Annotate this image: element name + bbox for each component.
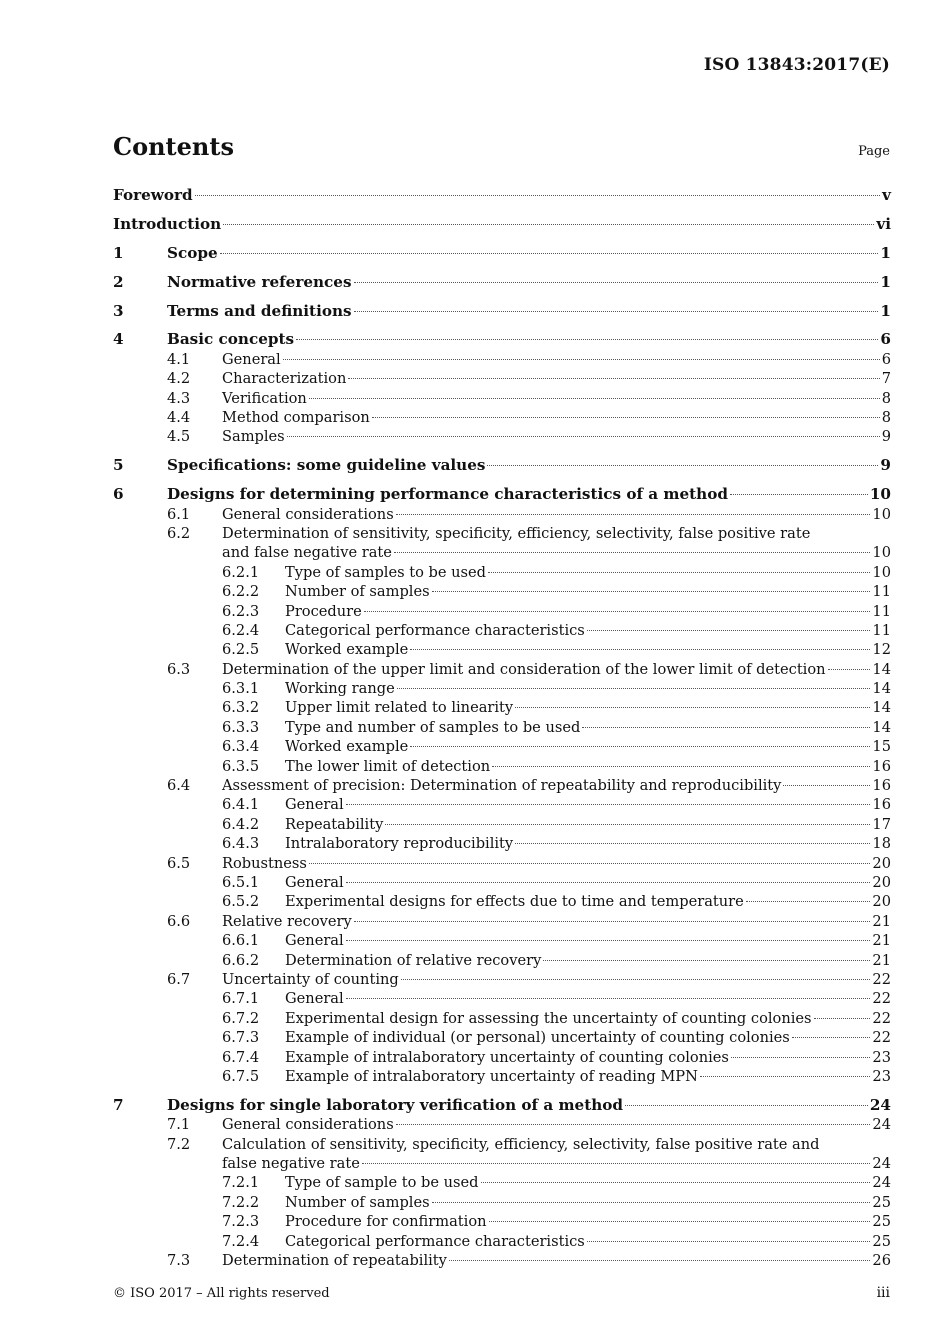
toc-entry[interactable]	[113, 602, 891, 621]
toc-entry-number: 7.2.1	[222, 1174, 260, 1192]
toc-entry-number: 4.3	[167, 389, 191, 407]
toc-entry[interactable]	[113, 389, 891, 408]
toc-entry-number: 6.3.4	[222, 738, 260, 756]
toc-entry-title: Relative recovery	[222, 912, 352, 930]
toc-entry[interactable]	[113, 679, 891, 698]
leader-dots	[348, 378, 879, 379]
toc-entry-title: Verification	[222, 389, 307, 407]
toc-entry-page: 20	[872, 893, 891, 911]
toc-entry-title: Specifications: some guideline values	[167, 456, 486, 475]
toc-entry-page: 18	[872, 835, 891, 853]
leader-dots	[487, 465, 878, 466]
toc-entry-number: 6.7.5	[222, 1067, 260, 1085]
leader-dots	[481, 1182, 871, 1183]
toc-entry-title: Experimental designs for effects due to time and temperature	[285, 893, 744, 911]
toc-entry-number: 6.7.3	[222, 1029, 260, 1047]
toc-entry-title: Upper limit related to linearity	[285, 699, 514, 717]
toc-entry-title: Introduction	[113, 214, 222, 233]
toc-entry-continuation[interactable]	[113, 1154, 891, 1173]
toc-entry[interactable]	[113, 621, 891, 640]
leader-dots	[195, 195, 881, 196]
toc-entry-page: 22	[872, 990, 891, 1008]
toc-entry[interactable]	[113, 330, 891, 349]
toc-entry-title: General	[222, 350, 281, 368]
toc-entry-title: Determination of the upper limit and consideration of the lower limit of detection	[222, 660, 826, 678]
toc-entry-number: 1	[113, 243, 124, 262]
toc-entry-page: 6	[881, 350, 891, 368]
leader-dots	[354, 311, 879, 312]
toc-entry-number: 4.4	[167, 409, 191, 427]
toc-entry[interactable]	[113, 757, 891, 776]
leader-dots	[543, 960, 870, 961]
toc-entry-number: 6.6.1	[222, 932, 260, 950]
toc-entry-page: 20	[872, 854, 891, 872]
toc-entry-title-continued: and false negative rate	[222, 544, 392, 562]
toc-entry[interactable]	[113, 1232, 891, 1251]
toc-entry-number: 6	[113, 485, 124, 504]
toc-entry-page: 6	[880, 330, 891, 349]
leader-dots	[449, 1260, 871, 1261]
leader-dots	[385, 824, 870, 825]
toc-entry-title: Example of intralaboratory uncertainty of counting colonies	[285, 1048, 729, 1066]
toc-entry-title: Determination of relative recovery	[285, 951, 542, 969]
toc-entry[interactable]	[113, 892, 891, 911]
toc-entry[interactable]	[113, 776, 891, 795]
toc-entry-page: 17	[872, 815, 891, 833]
toc-entry-page: 12	[872, 641, 891, 659]
toc-entry[interactable]	[113, 427, 891, 446]
toc-entry[interactable]	[113, 834, 891, 853]
toc-entry-title: Type of sample to be used	[285, 1174, 479, 1192]
toc-entry-page: 21	[872, 951, 891, 969]
toc-entry[interactable]	[113, 1193, 891, 1212]
toc-entry-page: 23	[872, 1048, 891, 1066]
leader-dots	[346, 882, 871, 883]
leader-dots	[792, 1037, 871, 1038]
toc-entry[interactable]	[113, 582, 891, 601]
toc-entry[interactable]	[113, 485, 891, 504]
toc-entry-title: General	[285, 874, 344, 891]
page-title: Contents	[113, 132, 234, 161]
toc-entry-page: 14	[872, 680, 891, 698]
toc-entry-page: 24	[872, 1154, 891, 1172]
table-of-contents	[113, 186, 891, 1270]
toc-entry-number: 6.3.5	[222, 757, 260, 775]
toc-entry[interactable]	[113, 970, 891, 989]
leader-dots	[700, 1076, 871, 1077]
toc-entry[interactable]	[113, 951, 891, 970]
leader-dots	[488, 572, 870, 573]
toc-entry-title: Calculation of sensitivity, specificity, efficiency, selectivity, false positive rate and	[222, 1135, 820, 1153]
toc-entry[interactable]	[113, 1115, 891, 1134]
leader-dots	[492, 766, 870, 767]
leader-dots	[220, 253, 879, 254]
toc-entry-page: 24	[872, 1116, 891, 1134]
toc-entry-title: Designs for single laboratory verification of a method	[167, 1095, 624, 1114]
toc-entry-number: 7.2	[167, 1135, 191, 1153]
leader-dots	[746, 901, 871, 902]
toc-entry-title: Categorical performance characteristics	[285, 621, 585, 639]
toc-entry[interactable]	[113, 1251, 891, 1270]
toc-entry-page: 14	[872, 718, 891, 736]
toc-entry-number: 6.1	[167, 505, 191, 523]
toc-entry[interactable]	[113, 244, 891, 263]
toc-entry-number: 6.4	[167, 777, 191, 795]
toc-entry-title: Uncertainty of counting	[222, 970, 399, 988]
toc-entry-title: Assessment of precision: Determination of repeatability and reproducibility	[222, 777, 782, 795]
toc-entry[interactable]	[113, 873, 891, 892]
toc-entry[interactable]	[113, 854, 891, 873]
leader-dots	[515, 707, 870, 708]
toc-entry-number: 6.3.2	[222, 699, 260, 717]
toc-entry-page: 10	[869, 485, 891, 504]
toc-entry-page: 10	[872, 563, 891, 581]
leader-dots	[372, 417, 880, 418]
toc-entry[interactable]	[113, 737, 891, 756]
toc-entry-number: 6.4.2	[222, 815, 260, 833]
leader-dots	[362, 1163, 871, 1164]
toc-entry[interactable]	[113, 273, 891, 292]
toc-entry-page: v	[882, 186, 891, 204]
toc-entry-title: Example of intralaboratory uncertainty of reading MPN	[285, 1067, 698, 1085]
toc-entry-page: 16	[872, 796, 891, 814]
toc-entry-page: 16	[872, 777, 891, 795]
toc-entry[interactable]	[113, 989, 891, 1008]
toc-entry-number: 6.5	[167, 854, 191, 872]
toc-entry-title: Type of samples to be used	[285, 563, 486, 581]
page-column-label: Page	[858, 144, 890, 159]
leader-dots	[396, 514, 871, 515]
toc-entry[interactable]	[113, 1135, 891, 1154]
toc-entry-title: Basic concepts	[167, 330, 295, 349]
toc-entry-title: Intralaboratory reproducibility	[285, 835, 514, 853]
leader-dots	[828, 669, 871, 670]
leader-dots	[346, 940, 871, 941]
leader-dots	[223, 224, 874, 225]
toc-entry-number: 6.2.1	[222, 563, 260, 581]
toc-entry-title: General	[285, 932, 344, 950]
leader-dots	[432, 591, 871, 592]
toc-entry-page: 9	[880, 456, 891, 475]
toc-entry[interactable]	[113, 1096, 891, 1115]
toc-entry-title: Characterization	[222, 370, 347, 388]
toc-entry[interactable]	[113, 456, 891, 475]
toc-entry-title: Experimental design for assessing the uncertainty of counting colonies	[285, 1009, 812, 1027]
toc-entry-number: 3	[113, 301, 124, 320]
toc-entry-page: 16	[872, 757, 891, 775]
toc-entry-continuation[interactable]	[113, 543, 891, 562]
toc-entry-number: 7	[113, 1095, 124, 1114]
toc-entry[interactable]	[113, 524, 891, 543]
toc-entry-number: 7.2.3	[222, 1213, 260, 1231]
leader-dots	[364, 611, 871, 612]
toc-entry-title: Number of samples	[285, 1193, 430, 1211]
toc-entry-number: 6.2.5	[222, 641, 260, 659]
toc-entry-page: 8	[881, 389, 891, 407]
leader-dots	[432, 1202, 871, 1203]
toc-entry-page: 24	[869, 1095, 891, 1114]
toc-entry-number: 6.4.3	[222, 835, 260, 853]
leader-dots	[296, 339, 878, 340]
toc-entry-page: 21	[872, 932, 891, 950]
toc-entry-page: 8	[881, 409, 891, 427]
leader-dots	[309, 863, 871, 864]
leader-dots	[283, 359, 880, 360]
toc-entry-number: 6.7.2	[222, 1009, 260, 1027]
toc-entry-title: The lower limit of detection	[285, 757, 491, 775]
leader-dots	[346, 998, 871, 999]
toc-entry-number: 5	[113, 456, 124, 475]
toc-entry-page: 25	[872, 1232, 891, 1250]
toc-entry-number: 6.5.1	[222, 874, 260, 891]
toc-entry[interactable]	[113, 718, 891, 737]
toc-entry-page: 1	[880, 272, 891, 291]
toc-entry-number: 6.5.2	[222, 893, 260, 911]
toc-entry-number: 6.2.3	[222, 602, 260, 620]
leader-dots	[587, 630, 871, 631]
toc-entry-title: Type and number of samples to be used	[285, 718, 581, 736]
toc-entry-page: 11	[872, 602, 891, 620]
toc-entry-title: Foreword	[113, 186, 193, 204]
leader-dots	[814, 1018, 871, 1019]
toc-entry-title: Terms and definitions	[167, 301, 352, 320]
toc-entry-title: Worked example	[285, 738, 409, 756]
leader-dots	[346, 804, 871, 805]
toc-entry[interactable]	[113, 302, 891, 321]
footer-page-number: iii	[876, 1285, 890, 1301]
leader-dots	[354, 921, 871, 922]
toc-entry-number: 6.3.1	[222, 680, 260, 698]
toc-entry-title: Normative references	[167, 272, 352, 291]
leader-dots	[731, 1057, 871, 1058]
toc-entry-title: Designs for determining performance characteristics of a method	[167, 485, 728, 504]
toc-entry-title: General	[285, 796, 344, 814]
toc-entry-page: 25	[872, 1193, 891, 1211]
toc-entry-title-continued: false negative rate	[222, 1154, 360, 1172]
leader-dots	[587, 1241, 871, 1242]
toc-entry-page: 9	[881, 428, 891, 446]
toc-entry-page: 14	[872, 660, 891, 678]
toc-entry-number: 6.3	[167, 660, 191, 678]
toc-entry-title: General considerations	[222, 1116, 394, 1134]
toc-entry-number: 6.6.2	[222, 951, 260, 969]
leader-dots	[397, 688, 871, 689]
toc-entry-number: 6.7.1	[222, 990, 260, 1008]
toc-entry[interactable]	[113, 1212, 891, 1231]
leader-dots	[401, 979, 871, 980]
toc-entry-number: 6.6	[167, 912, 191, 930]
toc-entry-page: 7	[881, 370, 891, 388]
toc-entry[interactable]	[113, 1028, 891, 1047]
leader-dots	[783, 785, 870, 786]
leader-dots	[287, 436, 880, 437]
toc-entry-number: 7.2.4	[222, 1232, 260, 1250]
leader-dots	[354, 282, 879, 283]
toc-entry-page: 22	[872, 970, 891, 988]
leader-dots	[410, 649, 870, 650]
leader-dots	[515, 843, 870, 844]
toc-entry[interactable]	[113, 369, 891, 388]
toc-entry[interactable]	[113, 815, 891, 834]
toc-entry-number: 6.2.4	[222, 621, 260, 639]
toc-entry[interactable]	[113, 1048, 891, 1067]
toc-entry-number: 4.1	[167, 350, 191, 368]
toc-entry-page: 14	[872, 699, 891, 717]
toc-entry-page: 25	[872, 1213, 891, 1231]
leader-dots	[489, 1221, 871, 1222]
toc-entry[interactable]	[113, 1173, 891, 1192]
document-standard-number: ISO 13843:2017(E)	[703, 55, 890, 75]
toc-entry[interactable]	[113, 350, 891, 369]
toc-entry-page: 1	[880, 301, 891, 320]
toc-entry-title: Procedure for confirmation	[285, 1213, 487, 1231]
toc-entry[interactable]	[113, 186, 891, 205]
toc-entry-title: General	[285, 990, 344, 1008]
toc-entry-title: Samples	[222, 428, 285, 446]
toc-entry-page: 11	[872, 583, 891, 601]
toc-entry-number: 6.3.3	[222, 718, 260, 736]
toc-entry-page: 10	[872, 505, 891, 523]
toc-entry-page: 23	[872, 1067, 891, 1085]
toc-entry-page: 11	[872, 621, 891, 639]
toc-entry-title: General considerations	[222, 505, 394, 523]
toc-entry[interactable]	[113, 563, 891, 582]
leader-dots	[730, 494, 868, 495]
toc-entry-title: Scope	[167, 243, 218, 262]
toc-entry[interactable]	[113, 408, 891, 427]
toc-entry[interactable]	[113, 1067, 891, 1086]
toc-entry-page: 15	[872, 738, 891, 756]
toc-entry-number: 4	[113, 330, 124, 349]
toc-entry[interactable]	[113, 640, 891, 659]
toc-entry-title: Example of individual (or personal) uncertainty of counting colonies	[285, 1029, 790, 1047]
toc-entry-title: Procedure	[285, 602, 362, 620]
toc-entry-number: 7.2.2	[222, 1193, 260, 1211]
toc-entry-title: Determination of sensitivity, specificity, efficiency, selectivity, false positive rate	[222, 524, 811, 542]
toc-entry-number: 7.1	[167, 1116, 191, 1134]
toc-entry-number: 6.7	[167, 970, 191, 988]
toc-entry[interactable]	[113, 505, 891, 524]
toc-entry[interactable]	[113, 931, 891, 950]
leader-dots	[394, 552, 870, 553]
toc-entry-number: 6.4.1	[222, 796, 260, 814]
leader-dots	[582, 727, 870, 728]
toc-entry-title: Repeatability	[285, 815, 384, 833]
toc-entry-number: 2	[113, 272, 124, 291]
leader-dots	[410, 746, 870, 747]
toc-entry-page: 24	[872, 1174, 891, 1192]
leader-dots	[625, 1105, 868, 1106]
toc-entry-title: Method comparison	[222, 409, 370, 427]
toc-entry[interactable]	[113, 1009, 891, 1028]
toc-entry[interactable]	[113, 660, 891, 679]
leader-dots	[396, 1124, 871, 1125]
toc-entry-title: Determination of repeatability	[222, 1251, 447, 1269]
toc-entry-page: 10	[872, 544, 891, 562]
toc-entry-page: 1	[880, 243, 891, 262]
toc-entry-title: Working range	[285, 680, 395, 698]
toc-entry-number: 7.3	[167, 1251, 191, 1269]
toc-entry-number: 6.2	[167, 524, 191, 542]
toc-entry-number: 4.5	[167, 428, 191, 446]
toc-entry-number: 6.7.4	[222, 1048, 260, 1066]
toc-entry-page: 22	[872, 1029, 891, 1047]
toc-entry-title: Robustness	[222, 854, 307, 872]
toc-entry-title: Worked example	[285, 641, 409, 659]
toc-entry[interactable]	[113, 912, 891, 931]
toc-entry[interactable]	[113, 215, 891, 234]
toc-entry[interactable]	[113, 698, 891, 717]
toc-entry-page: 20	[872, 874, 891, 891]
toc-entry-title: Categorical performance characteristics	[285, 1232, 585, 1250]
leader-dots	[309, 398, 880, 399]
toc-entry-title: Number of samples	[285, 583, 430, 601]
toc-entry-page: 21	[872, 912, 891, 930]
toc-entry-page: vi	[876, 214, 891, 233]
toc-entry-page: 26	[872, 1251, 891, 1269]
footer-copyright: © ISO 2017 – All rights reserved	[113, 1286, 330, 1301]
toc-entry-number: 4.2	[167, 370, 191, 388]
toc-entry[interactable]	[113, 795, 891, 814]
toc-entry-page: 22	[872, 1009, 891, 1027]
toc-entry-number: 6.2.2	[222, 583, 260, 601]
